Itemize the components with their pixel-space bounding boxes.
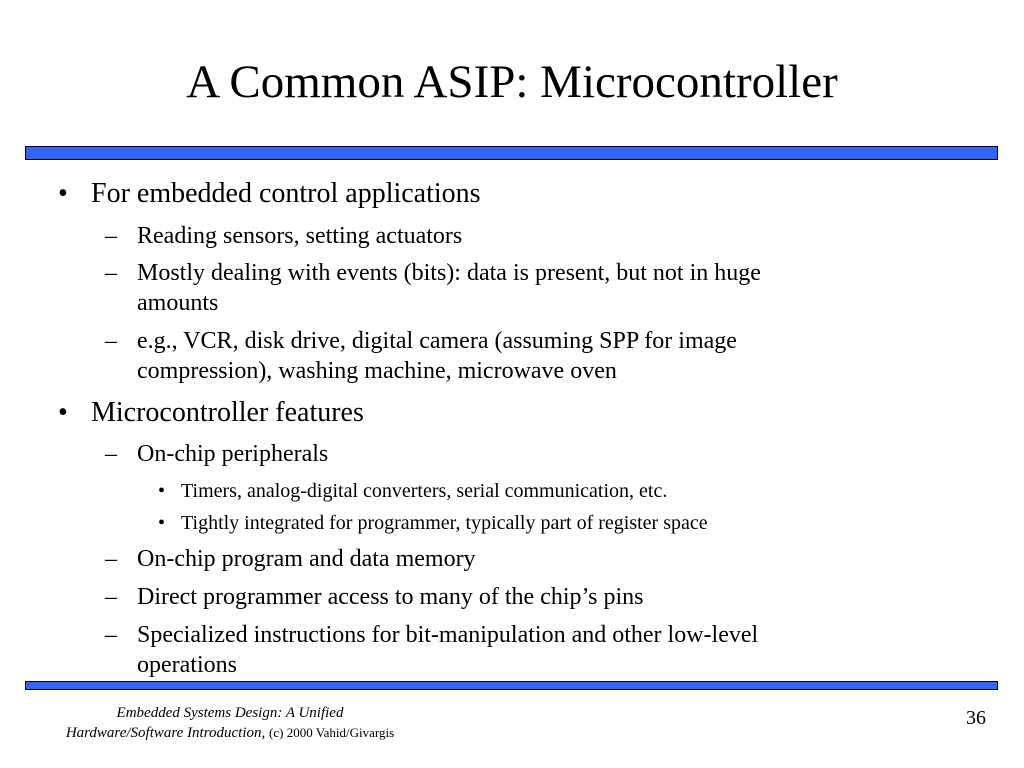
sub-sub-bullet-marker: • [158, 480, 166, 502]
bullet-text: Microcontroller features [91, 397, 364, 428]
footer-copyright: (c) 2000 Vahid/Givargis [269, 725, 395, 740]
bullet-marker: • [58, 397, 68, 428]
page-number: 36 [966, 707, 986, 729]
sub-bullet-text: On-chip program and data memory [137, 546, 476, 572]
footer-book-title-line1: Embedded Systems Design: A Unified [116, 705, 344, 721]
footer-citation [0, 703, 460, 743]
sub-bullet-marker: – [105, 260, 117, 286]
sub-bullet-text: Direct programmer access to many of the chip’s pins [137, 584, 644, 610]
sub-sub-bullet-marker: • [158, 512, 166, 534]
slide-title: A Common ASIP: Microcontroller [186, 56, 838, 108]
sub-bullet-text: Specialized instructions for bit-manipulation and other low-level [137, 622, 759, 648]
sub-bullet-marker: – [105, 441, 117, 467]
sub-bullet-text: compression), washing machine, microwave oven [137, 358, 617, 384]
bottom-divider-bar [25, 681, 998, 690]
sub-bullet-marker: – [105, 328, 117, 354]
bullet-marker: • [58, 178, 68, 209]
sub-bullet-text: amounts [137, 290, 219, 316]
sub-sub-bullet-text: Tightly integrated for programmer, typically part of register space [181, 512, 708, 534]
sub-bullet-text: operations [137, 652, 237, 678]
sub-bullet-marker: – [105, 546, 117, 572]
sub-bullet-text: Reading sensors, setting actuators [137, 223, 463, 249]
footer-book-title-line2: Hardware/Software Introduction, [65, 725, 266, 741]
sub-bullet-marker: – [105, 584, 117, 610]
sub-bullet-text: On-chip peripherals [137, 441, 329, 467]
sub-sub-bullet-text: Timers, analog-digital converters, serial communication, etc. [181, 480, 668, 502]
sub-bullet-text: Mostly dealing with events (bits): data is present, but not in huge [137, 260, 761, 286]
bullet-text: For embedded control applications [91, 178, 481, 209]
sub-bullet-marker: – [105, 622, 117, 648]
sub-bullet-marker: – [105, 223, 117, 249]
sub-bullet-text: e.g., VCR, disk drive, digital camera (assuming SPP for image [137, 328, 737, 354]
